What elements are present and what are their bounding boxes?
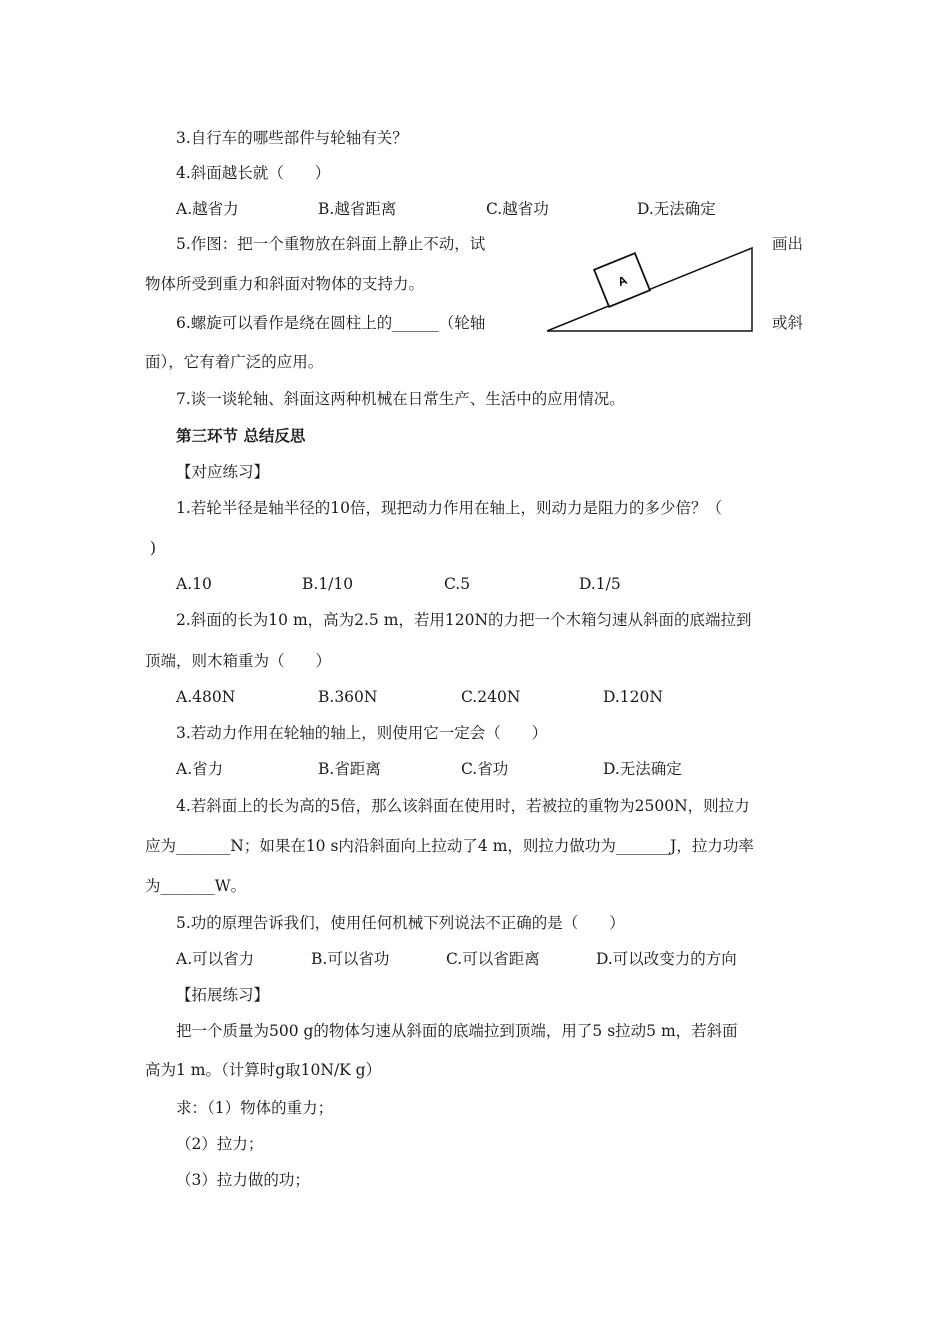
option-c: C.越省功 — [486, 200, 549, 218]
section-heading: 第三环节 总结反思 — [176, 427, 306, 445]
exercise-3: 3.若动力作用在轮轴的轴上，则使用它一定会（ ） — [176, 724, 548, 742]
question-5-cont: 物体所受到重力和斜面对物体的支持力。 — [145, 275, 425, 293]
incline-figure — [544, 245, 756, 335]
question-4: 4.斜面越长就（ ） — [176, 164, 331, 182]
option-a: A.越省力 — [176, 200, 239, 218]
exercise-1-option-d: D.1/5 — [579, 575, 621, 593]
exercise-3-option-c: C.省功 — [461, 760, 509, 778]
practice-heading: 【对应练习】 — [176, 463, 270, 481]
exercise-5-option-b: B.可以省功 — [311, 950, 390, 968]
option-b: B.越省距离 — [318, 200, 397, 218]
exercise-2-option-b: B.360N — [318, 688, 378, 706]
exercise-5-option-d: D.可以改变力的方向 — [596, 950, 737, 968]
exercise-1: 1.若轮半径是轴半径的10倍，现把动力作用在轴上，则动力是阻力的多少倍？（ — [176, 499, 723, 517]
extension-ask-3: （3）拉力做的功； — [176, 1171, 310, 1189]
exercise-2-option-c: C.240N — [461, 688, 521, 706]
exercise-3-option-d: D.无法确定 — [603, 760, 682, 778]
question-6-right: 或斜 — [772, 314, 804, 332]
exercise-2: 2.斜面的长为10 m，高为2.5 m，若用120N的力把一个木箱匀速从斜面的底端拉到 — [176, 611, 752, 629]
extension-ask-1: 求：（1）物体的重力； — [176, 1099, 334, 1117]
exercise-5-option-a: A.可以省力 — [176, 950, 255, 968]
exercise-5-option-c: C.可以省距离 — [446, 950, 540, 968]
exercise-1-option-b: B.1/10 — [302, 575, 354, 593]
exercise-3-option-b: B.省距离 — [318, 760, 381, 778]
exercise-2-cont: 顶端，则木箱重为（ ） — [145, 652, 332, 670]
question-6-cont: 面），它有着广泛的应用。 — [145, 353, 324, 371]
exercise-1-option-c: C.5 — [444, 575, 471, 593]
extension-problem: 把一个质量为500 g的物体匀速从斜面的底端拉到顶端，用了5 s拉动5 m，若斜面 — [176, 1022, 738, 1040]
exercise-2-option-d: D.120N — [603, 688, 663, 706]
option-d: D.无法确定 — [637, 200, 716, 218]
exercise-4: 4.若斜面上的长为高的5倍，那么该斜面在使用时，若被拉的重物为2500N，则拉力 — [176, 797, 750, 815]
exercise-1-paren: ) — [150, 539, 157, 557]
question-5-right: 画出 — [772, 235, 804, 253]
exercise-5: 5.功的原理告诉我们，使用任何机械下列说法不正确的是（ ） — [176, 914, 625, 932]
exercise-4-cont-2: 为_______W。 — [145, 877, 247, 895]
question-3: 3.自行车的哪些部件与轮轴有关？ — [176, 129, 408, 147]
extension-problem-cont: 高为1 m。（计算时g取10N/K g） — [145, 1061, 382, 1079]
question-7: 7.谈一谈轮轴、斜面这两种机械在日常生产、生活中的应用情况。 — [176, 390, 625, 408]
exercise-4-cont: 应为_______N；如果在10 s内沿斜面向上拉动了4 m，则拉力做功为_______J，拉力功率 — [145, 837, 754, 855]
question-6: 6.螺旋可以看作是绕在圆柱上的______（轮轴 — [176, 314, 486, 332]
exercise-1-option-a: A.10 — [176, 575, 212, 593]
exercise-3-option-a: A.省力 — [176, 760, 224, 778]
extension-heading: 【拓展练习】 — [176, 986, 270, 1004]
extension-ask-2: （2）拉力； — [176, 1135, 264, 1153]
exercise-2-option-a: A.480N — [176, 688, 236, 706]
block-a — [594, 253, 650, 307]
question-5: 5.作图：把一个重物放在斜面上静止不动，试 — [176, 235, 486, 253]
block-label: A — [615, 272, 630, 290]
